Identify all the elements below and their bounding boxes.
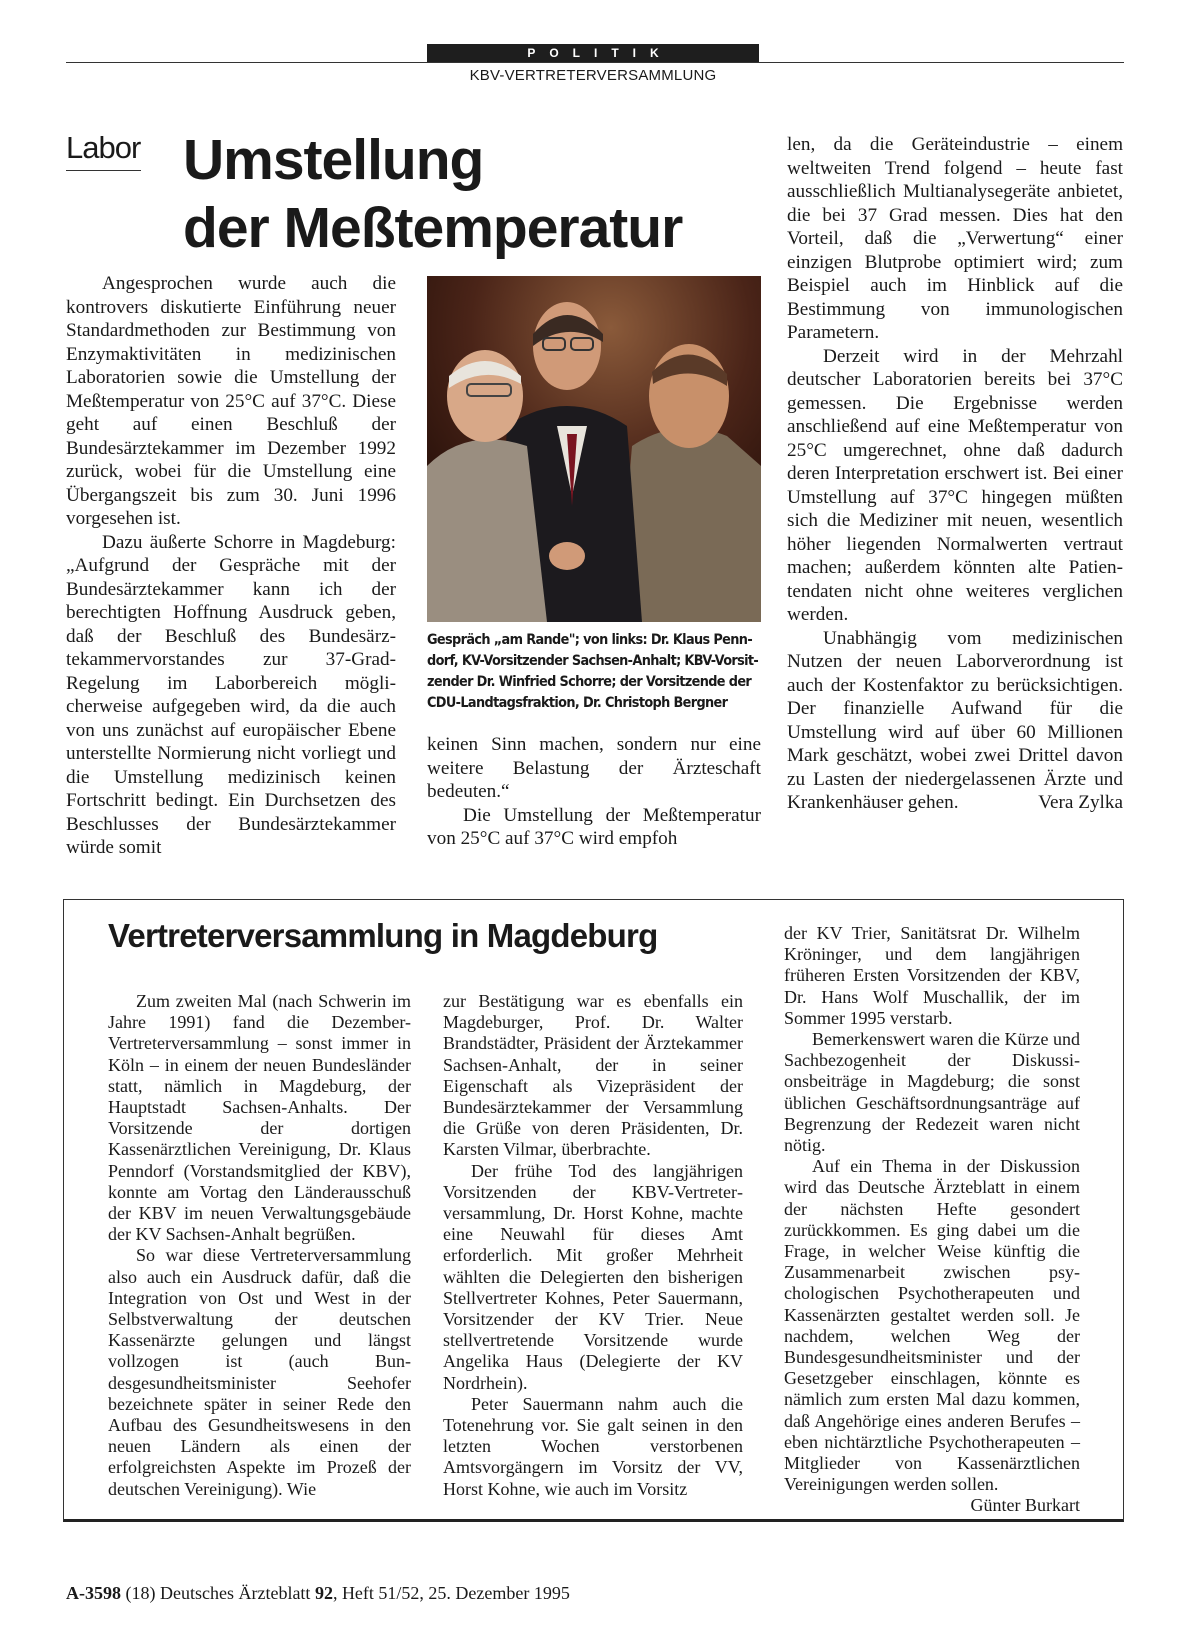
- author-signature: Vera Zylka: [1038, 792, 1123, 813]
- paragraph: keinen Sinn machen, sondern nur eine weitere Belastung der Ärzteschaft bedeuten.“: [427, 734, 761, 802]
- article-column-1: [66, 272, 396, 860]
- paragraph: der KV Trier, Sanitätsrat Dr. Wilhelm Kröninger, und dem langjährigen früheren Ersten Vorsitzenden der KBV, Dr. Hans Wolf Muschallik, der im Sommer 1995 verstarb.: [784, 923, 1080, 1028]
- paragraph: So war diese Vertreterversammlung also auch ein Ausdruck dafür, daß die Integration von Ost und West in der Selbstverwaltung der deutschen Kassenärzte gelungen und längst vollzogen ist (auch Bundesgesundheitsminister Seehofer bezeichnete später in seiner Rede den Aufbau des Gesundheitswesens in den neuen Ländern als einen der erfolgreichsten Aspekte im Prozeß der deutschen Vereinigung). Wie: [108, 1245, 411, 1499]
- box-column-1: [108, 991, 411, 1500]
- paragraph: len, da die Geräteindustrie – einem weltweiten Trend folgend – heute fast ausschließlich Multianalysegeräte anbietet, die bei 37 Grad messen. Dies hat den Vorteil, daß die „Verwertung“ einer einzigen Blutprobe optimiert wird; zum Beispiel auch im Hinblick auf die Bestimmung von immunologischen Parametern.: [787, 134, 1123, 343]
- paragraph: Der frühe Tod des langjährigen Vorsitzenden der KBV-Vertreterversammlung, Dr. Horst Kohne, machte eine Neuwahl für dieses Amt erforderlich. Mit großer Mehrheit wählten die Delegierten den bisherigen Stellvertreter Kohnes, Peter Sauermann, Vorsitzender der KV Trier. Neue stellvertretende Vorsitzende wurde Angelika Haus (Delegierte der KV Nordrhein).: [443, 1160, 743, 1393]
- paragraph: Peter Sauermann nahm auch die Totenehrung vor. Sie galt seinen in den letzten Wochen verstorbenen Amtsvorgängern im Vorsitz der VV, Horst Kohne, wie auch im Vorsitz: [443, 1393, 743, 1499]
- article-column-3: [787, 133, 1123, 815]
- paragraph: Dazu äußerte Schorre in Magdeburg: „Aufgrund der Gespräche mit der Bundesärztekammer kann ich der berechtigten Hoffnung Ausdruck geben, daß der Beschluß des Bundesärztekammervorstandes zur 37-Grad-Regelung im Laborbereich möglicherweise aufgegeben wird, da die auch von uns zunächst auf europäischer Ebene unterstellte Normierung nicht vorliegt und die Umstellung medizinisch keinen Fortschritt bedingt. Ein Durchsetzen des Beschlusses der Bundesärztekammer würde somit: [66, 531, 396, 858]
- paragraph: zur Bestätigung war es ebenfalls ein Magdeburger, Prof. Dr. Walter Brandstädter, Präsident der Ärztekammer Sachsen-Anhalt, der in seiner Eigenschaft als Vizepräsident der Bundesärztekammer der Versammlung die Grüße von deren Präsidenten, Dr. Karsten Vilmar, überbrachte.: [443, 991, 743, 1160]
- box-headline: Vertreterversammlung in Magdeburg: [108, 917, 658, 954]
- author-signature: Günter Burkart: [970, 1495, 1080, 1516]
- paragraph: Angesprochen wurde auch die kontrovers diskutierte Einführung neuer Standardmethoden zur Bestimmung von Enzymaktivitäten in medizinischen Laboratorien sowie die Umstellung der Meßtemperatur von 25°C auf 37°C. Diese geht auf einen Beschluß der Bundesärztekammer im Dezember 1992 zurück, wobei für die Umstellung eine Übergangszeit bis zum 30. Juni 1996 vorgesehen ist.: [66, 273, 396, 529]
- header-rule: [66, 62, 1124, 63]
- volume-number: 92: [314, 1583, 333, 1603]
- paragraph: Die Umstellung der Meßtemperatur von 25°C auf 37°C wird empfoh: [427, 804, 761, 849]
- paragraph: Zum zweiten Mal (nach Schwerin im Jahre 1991) fand die Dezember-Vertreterversammlung – sonst immer in Köln – in einem der neuen Bundesländer statt, nämlich in Magdeburg, der Hauptstadt Sachsen-Anhalts. Der Vorsitzende der dortigen Kassenärztlichen Vereinigung, Dr. Klaus Penndorf (Vorstandsmitglied der KBV), konnte am Vortag den Länderausschuß der KBV im neuen Verwaltungsgebäude der KV Sachsen-Anhalt begrüßen.: [108, 991, 411, 1245]
- footer-text-post: , Heft 51/52, 25. Dezember 1995: [332, 1583, 570, 1603]
- page-footer: [66, 1583, 570, 1604]
- page-number: A-3598: [66, 1583, 121, 1603]
- paragraph: [784, 1156, 1080, 1516]
- news-photo: [427, 276, 761, 622]
- paragraph: [787, 627, 1123, 815]
- paragraph: Bemerkenswert waren die Kürze und Sachbezogenheit der Diskussionsbeiträge in Magdeburg; die sonst üblichen Geschäftsordnungsanträge auf Begrenzung der Redezeit waren nicht nötig.: [784, 1029, 1080, 1156]
- section-title: KBV-VERTRETERVERSAMMLUNG: [469, 67, 717, 84]
- paragraph-text: Unabhängig vom medizinischen Nutzen der neuen Laborverordnung ist auch der Kostenfaktor zu berücksichtigen. Der finanzielle Aufwand für die Umstellung wird auf über 60 Millionen Mark geschätzt, wobei zwei Drittel davon zu Lasten der niedergelassenen Ärzte und Krankenhäuser gehen.: [787, 627, 1123, 813]
- box-column-2: [443, 991, 743, 1500]
- rubric-bar: POLITIK: [427, 44, 759, 62]
- headline: [183, 126, 743, 262]
- footer-text-pre: (18) Deutsches Ärzteblatt: [125, 1583, 315, 1603]
- box-column-3: [784, 923, 1080, 1517]
- headline-line1: Umstellung: [183, 128, 484, 192]
- kicker-rule: [66, 170, 141, 171]
- article-column-2: [427, 733, 761, 851]
- headline-line2: der Meßtemperatur: [183, 196, 683, 260]
- photo-caption: Gespräch „am Rande"; von links: Dr. Klaus Penndorf, KV-Vorsitzender Sachsen-Anhalt; KBV-Vorsitzender Dr. Winfried Schorre; der Vorsitzende der CDU-Landtagsfraktion, Dr. Christoph Bergner: [427, 632, 759, 711]
- kicker: Labor: [66, 130, 141, 165]
- paragraph-text: Auf ein Thema in der Diskussion wird das Deutsche Ärzteblatt in einem der nächsten Hefte gesondert zurückkommen. Es ging dabei um die Frage, in welcher Weise künftig die Zusammenarbeit zwischen psychologischen Psychotherapeuten und Kassenärzten gestaltet werden soll. Je nachdem, welchen Weg der Bundesgesundheitsminister und der Gesetzgeber einschlagen, könnte es nämlich zum ersten Mal dazu kommen, daß Angehörige eines anderen Berufes – eben nichtärztliche Psychotherapeuten – Mitglieder von Kassenärztlichen Vereinigungen werden sollen.: [784, 1156, 1080, 1495]
- photo-illustration: [427, 276, 761, 622]
- paragraph: Derzeit wird in der Mehrzahl deutscher Laboratorien bereits bei 37°C gemessen. Die Ergebnisse werden anschließend auf eine Meßtemperatur von 25°C umgerechnet, ohne daß dadurch deren Interpretation erschwert ist. Bei einer Umstellung auf 37°C hingegen müßten sich die Mediziner mit neuen, wesentlich höher liegenden Normalwerten vertraut machen; außerdem könnten alte Patientendaten nicht ohne weiteres verglichen werden.: [787, 345, 1123, 625]
